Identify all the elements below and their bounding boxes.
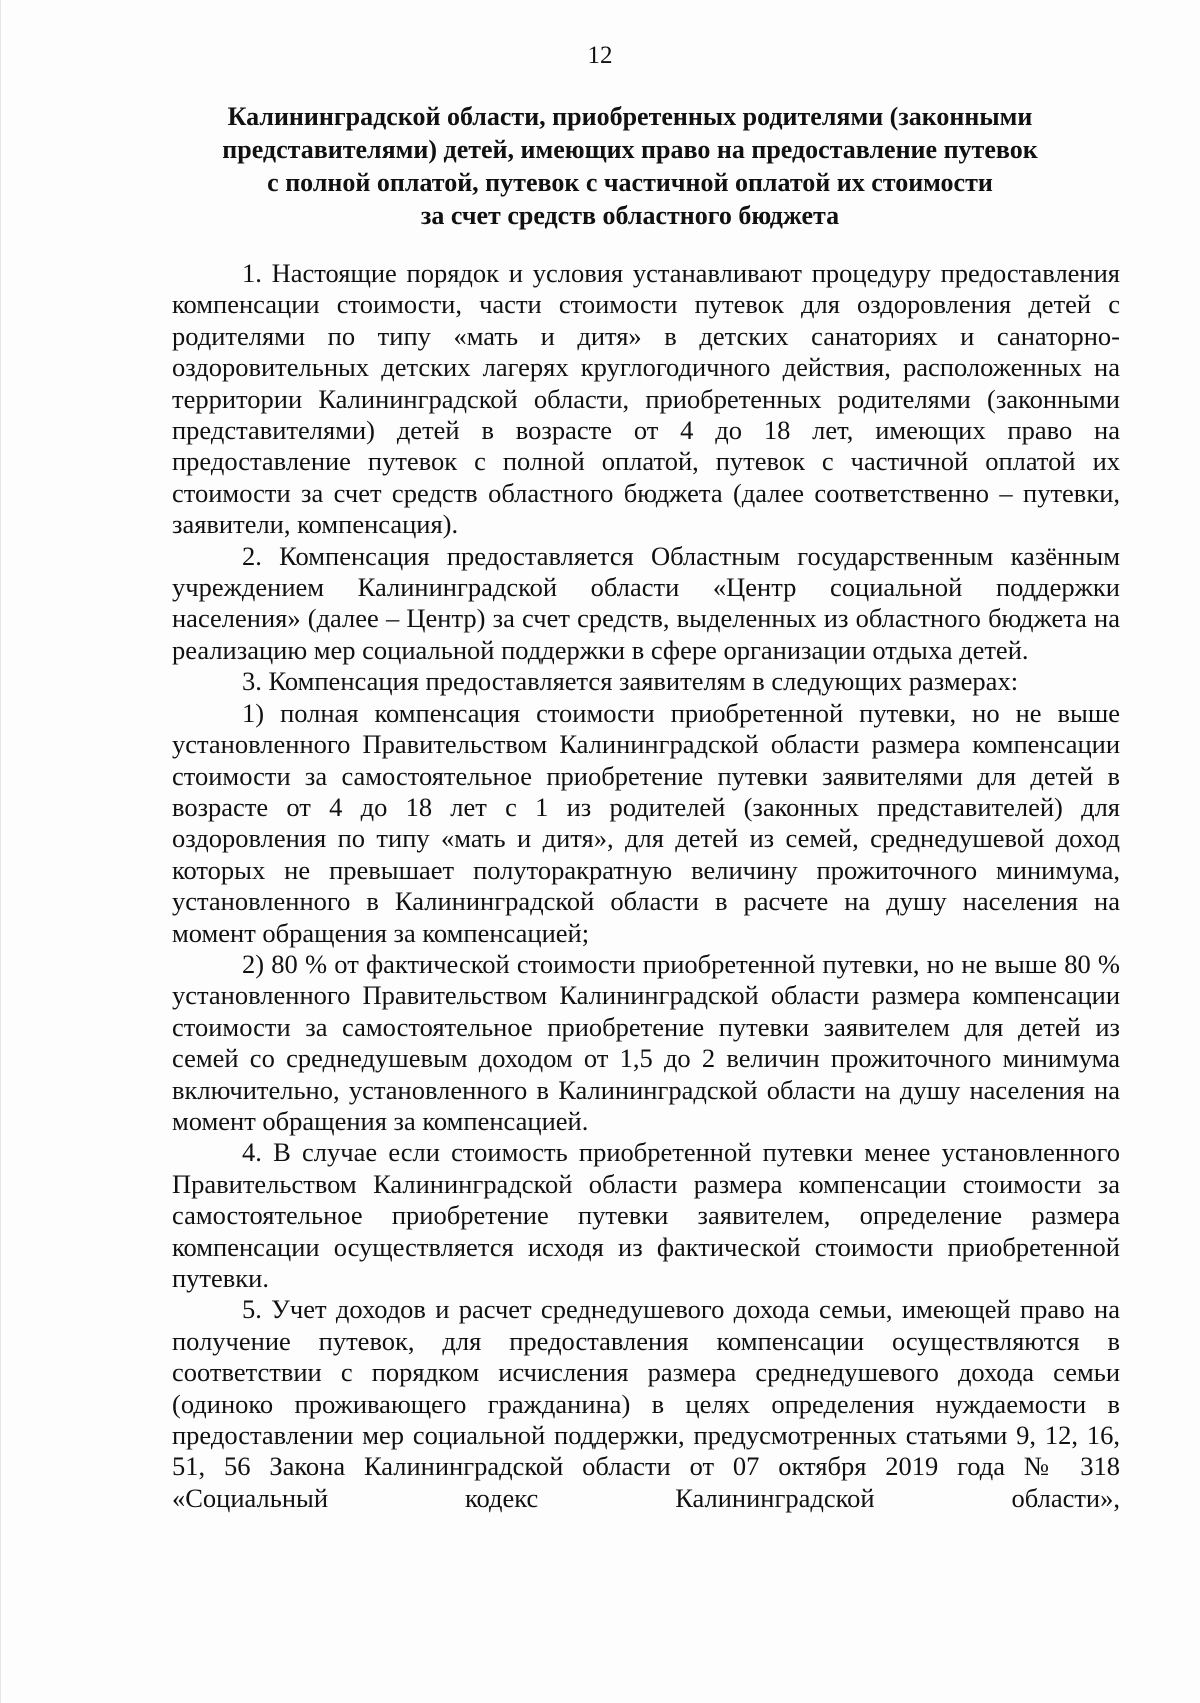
title-line: за счет средств областного бюджета	[420, 201, 840, 230]
page-number: 12	[587, 42, 613, 69]
paragraph-2: 2. Компенсация предоставляется Областным государственным казённым учреждением Калининградской области «Центр социальной поддержки населения» (далее – Центр) за счет средств, выделенных из областного бюджета на реализацию мер социальной поддержки в сфере организации отдыха детей.	[172, 540, 1120, 665]
title-line: Калининградской области, приобретенных родителями (законными	[227, 102, 1033, 131]
paragraph-1: 1. Настоящие порядок и условия устанавливают процедуру предоставления компенсации стоимости, части стоимости путевок для оздоровления детей с родителями по типу «мать и дитя» в детских санаториях и санаторно-оздоровительных детских лагерях круглогодичного действия, расположенных на территории Калининградской области, приобретенных родителями (законными представителями) детей в возрасте от 4 до 18 лет, имеющих право на предоставление путевок с полной оплатой, путевок с частичной оплатой их стоимости за счет средств областного бюджета (далее соответственно – путевки, заявители, компенсация).	[172, 258, 1120, 540]
document-body	[172, 258, 1120, 1514]
paragraph-3-item-2: 2) 80 % от фактической стоимости приобретенной путевки, но не выше 80 % установленного Правительством Калининградской области размера компенсации стоимости за самостоятельное приобретение путевки заявителем для детей из семей со среднедушевым доходом от 1,5 до 2 величин прожиточного минимума включительно, установленного в Калининградской области на душу населения на момент обращения за компенсацией.	[172, 948, 1120, 1136]
document-title	[160, 100, 1100, 232]
paragraph-4: 4. В случае если стоимость приобретенной путевки менее установленного Правительством Калининградской области размера компенсации стоимости за самостоятельное приобретение путевки заявителем, определение размера компенсации осуществляется исходя из фактической стоимости приобретенной путевки.	[172, 1137, 1120, 1293]
paragraph-3-item-1: 1) полная компенсация стоимости приобретенной путевки, но не выше установленного Правительством Калининградской области размера компенсации стоимости за самостоятельное приобретение путевки заявителями для детей в возрасте от 4 до 18 лет с 1 из родителей (законных представителей) для оздоровления по типу «мать и дитя», для детей из семей, среднедушевой доход которых не превышает полуторакратную величину прожиточного минимума, установленного в Калининградской области в расчете на душу населения на момент обращения за компенсацией;	[172, 697, 1120, 948]
title-line: представителями) детей, имеющих право на предоставление путевок	[222, 135, 1038, 164]
paragraph-3: 3. Компенсация предоставляется заявителям в следующих размерах:	[242, 666, 1019, 697]
title-line: с полной оплатой, путевок с частичной оплатой их стоимости	[267, 168, 993, 197]
paragraph-5: 5. Учет доходов и расчет среднедушевого дохода семьи, имеющей право на получение путевок, для предоставления компенсации осуществляются в соответствии с порядком исчисления размера среднедушевого дохода семьи (одиноко проживающего гражданина) в целях определения нуждаемости в предоставлении мер социальной поддержки, предусмотренных статьями 9, 12, 16, 51, 56 Закона Калининградской области от 07 октября 2019 года № 318 «Социальный кодекс Калининградской области»,	[172, 1294, 1120, 1513]
